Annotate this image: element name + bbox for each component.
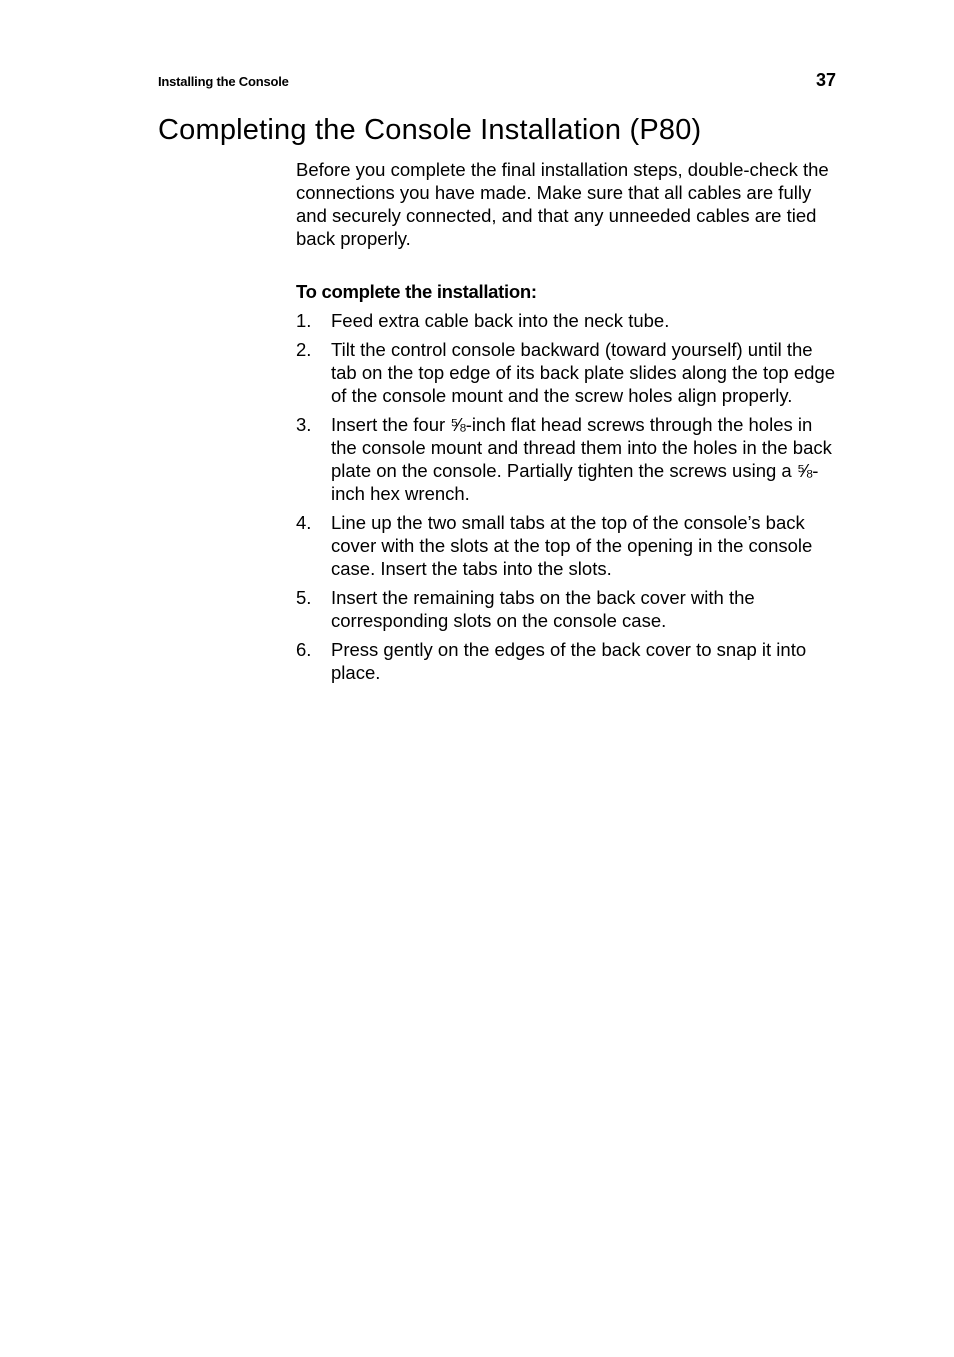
step-text: Press gently on the edges of the back cover to snap it into place. <box>331 639 807 683</box>
list-item <box>296 309 838 332</box>
list-item <box>296 338 838 407</box>
list-item <box>296 586 838 632</box>
body-column <box>296 158 838 690</box>
step-text: Tilt the control console backward (toward yourself) until the tab on the top edge of its back plate slides along the top edge of the console mount and the screw holes align properly. <box>331 339 835 406</box>
step-number: 6. <box>296 639 312 660</box>
step-number: 2. <box>296 339 312 360</box>
step-number: 4. <box>296 512 312 533</box>
intro-paragraph: Before you complete the final installation steps, double-check the connections you have made. Make sure that all cables are fully and securely connected, and that any unneeded cables are tied back properly. <box>296 159 829 249</box>
procedure-heading: To complete the installation: <box>296 281 537 302</box>
step-text: Insert the remaining tabs on the back cover with the corresponding slots on the console case. <box>331 587 755 631</box>
step-number: 1. <box>296 310 312 331</box>
list-item <box>296 638 838 684</box>
page-number: 37 <box>815 70 836 90</box>
step-text: Feed extra cable back into the neck tube. <box>331 310 670 331</box>
running-header: Installing the Console <box>158 74 289 89</box>
step-number: 3. <box>296 414 312 435</box>
step-number: 5. <box>296 587 312 608</box>
page-title: Completing the Console Installation (P80) <box>158 114 702 146</box>
step-text: Line up the two small tabs at the top of the console’s back cover with the slots at the top of the opening in the console case. Insert the tabs into the slots. <box>331 512 813 579</box>
list-item <box>296 511 838 580</box>
list-item <box>296 413 838 505</box>
step-text: Insert the four ⅝-inch flat head screws through the holes in the console mount and thread them into the holes in the back plate on the console. Partially tighten the screws using a ⅝-inch hex wrench. <box>331 414 832 504</box>
steps-list <box>296 309 838 684</box>
